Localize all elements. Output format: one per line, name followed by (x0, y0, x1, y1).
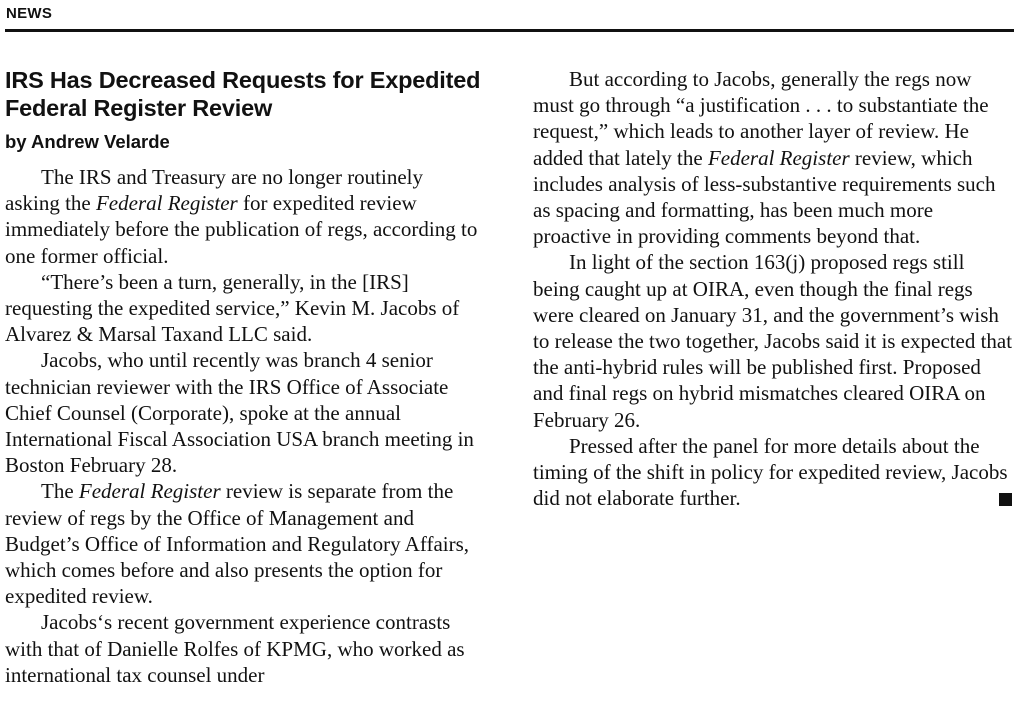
body-paragraph (5, 347, 481, 478)
text-run: review, which includes analysis of less-substantive requirements such as spacing and formatting, has been much more proactive in providing comments beyond that. (533, 145, 996, 249)
text-run: for expedited review immediately before the publication of regs, according to one former official. (5, 191, 478, 268)
text-run: Jacobs‘s recent government experience contrasts with that of Danielle Rolfes of KPMG, who worked as international tax counsel under (5, 610, 465, 687)
italic-text: Federal Register (95, 191, 238, 216)
left-column (5, 60, 481, 688)
body-paragraph (533, 249, 1014, 432)
section-label: NEWS (6, 5, 53, 22)
end-of-article-mark-icon (999, 493, 1012, 506)
text-run: Jacobs, who until recently was branch 4 senior technician reviewer with the IRS Office of Associate Chief Counsel (Corporate), spoke at the annual International Fiscal Association USA branch meeting in Boston February 28. (5, 348, 474, 478)
italic-text: Federal Register (707, 145, 850, 170)
text-run: review is separate from the review of regs by the Office of Management and Budget’s Office of Information and Regulatory Affairs, which comes before and also presents the option for expedited review. (5, 479, 470, 609)
body-paragraph (5, 164, 481, 269)
right-column (533, 66, 1014, 511)
text-run: In light of the section 163(j) proposed regs still being caught up at OIRA, even though the final regs were cleared on January 31, and the government’s wish to release the two together, Jacobs said it is expected that the anti-hybrid rules will be published first. Proposed and final regs on hybrid mismatches cleared OIRA on February 26. (533, 250, 1013, 432)
header-rule (5, 29, 1014, 32)
italic-text: Federal Register (78, 479, 221, 504)
body-paragraph (533, 433, 1014, 512)
body-paragraph (5, 609, 481, 688)
body-paragraph (533, 66, 1014, 249)
article-byline: by Andrew Velarde (5, 131, 170, 152)
text-run: The (41, 479, 79, 504)
text-run: “There’s been a turn, generally, in the [IRS] requesting the expedited service,” Kevin M. Jacobs of Alvarez & Marsal Taxand LLC said. (5, 269, 460, 347)
body-paragraph (5, 478, 481, 609)
body-paragraph (5, 269, 481, 348)
article-headline: IRS Has Decreased Requests for Expedited Federal Register Review (5, 67, 481, 121)
text-run: Pressed after the panel for more details about the timing of the shift in policy for expedited review, Jacobs did not elaborate further. (533, 433, 1008, 511)
left-body (5, 164, 481, 688)
text-run: The IRS and Treasury are no longer routinely asking the (5, 165, 424, 216)
text-run: But according to Jacobs, generally the regs now must go through “a justification . . . to substantiate the request,” which leads to another layer of review. He added that lately the (533, 67, 989, 170)
